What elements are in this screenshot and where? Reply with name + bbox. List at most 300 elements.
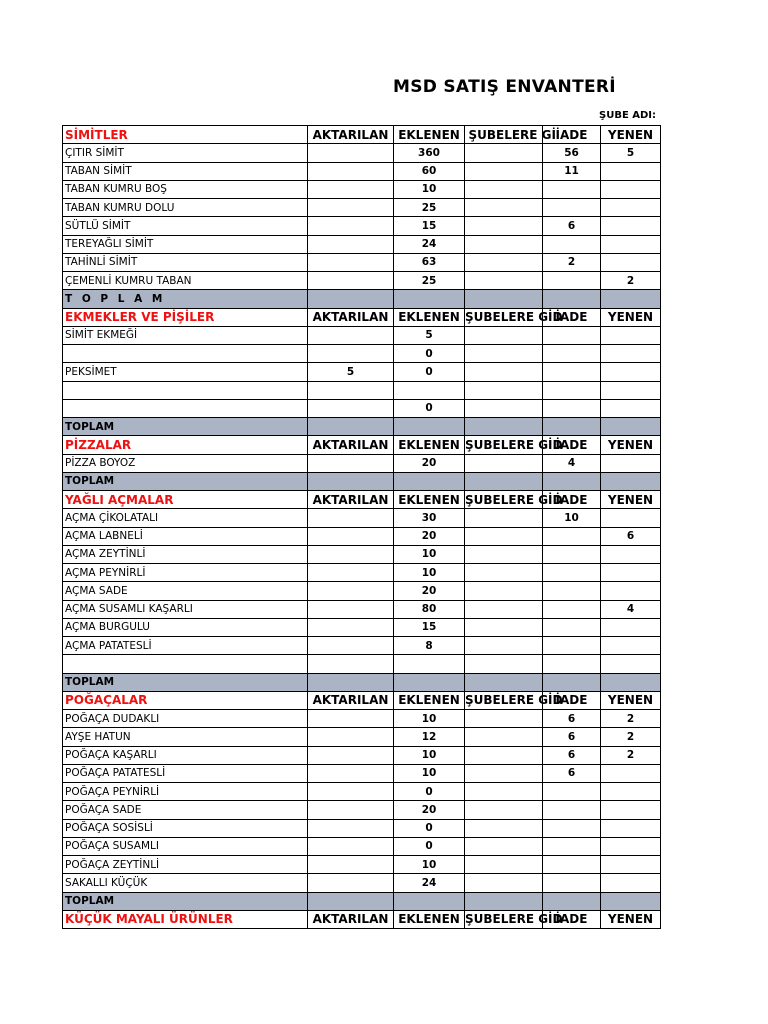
iade-cell[interactable]: [543, 272, 601, 290]
yenen-header: YENEN: [601, 910, 661, 928]
iade-cell[interactable]: [543, 180, 601, 198]
aktarilan-cell[interactable]: [308, 345, 394, 363]
yenen-cell[interactable]: 5: [601, 144, 661, 162]
total-cell[interactable]: [394, 892, 465, 910]
subelere-cell[interactable]: [465, 637, 543, 655]
iade-cell[interactable]: 6: [543, 217, 601, 235]
item-name-cell[interactable]: ÇEMENLİ KUMRU TABAN: [63, 272, 308, 290]
iade-cell[interactable]: 6: [543, 764, 601, 782]
iade-cell[interactable]: [543, 381, 601, 399]
table-row: [63, 874, 661, 892]
subelere-cell[interactable]: [465, 399, 543, 417]
eklenen-header: EKLENEN: [394, 910, 465, 928]
subelere-gidis-header: [465, 436, 563, 454]
total-label: T O P L A M: [63, 290, 308, 308]
total-row: [63, 892, 661, 910]
item-name-cell[interactable]: POĞAÇA SADE: [63, 801, 308, 819]
table-row: [63, 162, 661, 180]
yenen-cell[interactable]: [601, 764, 661, 782]
table-row: [63, 454, 661, 472]
yenen-cell[interactable]: 4: [601, 600, 661, 618]
eklenen-cell[interactable]: 10: [394, 545, 465, 563]
item-name-cell[interactable]: AÇMA LABNELİ: [63, 527, 308, 545]
eklenen-header: EKLENEN: [394, 308, 465, 326]
yenen-cell[interactable]: [601, 326, 661, 344]
table-row: [63, 655, 661, 673]
item-name-cell[interactable]: POĞAÇA DUDAKLI: [63, 710, 308, 728]
eklenen-cell[interactable]: 20: [394, 527, 465, 545]
aktarilan-cell[interactable]: [308, 874, 394, 892]
section-header-row: [63, 126, 661, 144]
aktarilan-cell[interactable]: [308, 253, 394, 271]
subelere-cell[interactable]: [465, 527, 543, 545]
subelere-cell[interactable]: [465, 728, 543, 746]
aktarilan-cell[interactable]: [308, 618, 394, 636]
subelere-gidis-header: [465, 691, 563, 709]
table-row: [63, 326, 661, 344]
total-cell[interactable]: [543, 472, 601, 490]
yenen-cell[interactable]: [601, 637, 661, 655]
iade-cell[interactable]: [543, 618, 601, 636]
table-row: [63, 856, 661, 874]
eklenen-header: EKLENEN: [394, 491, 465, 509]
aktarilan-cell[interactable]: [308, 527, 394, 545]
subelere-cell[interactable]: [465, 326, 543, 344]
yenen-cell[interactable]: 2: [601, 746, 661, 764]
yenen-cell[interactable]: [601, 253, 661, 271]
aktarilan-cell[interactable]: [308, 564, 394, 582]
total-cell[interactable]: [308, 290, 394, 308]
total-cell[interactable]: [308, 673, 394, 691]
iade-cell[interactable]: [543, 582, 601, 600]
yenen-header: YENEN: [601, 691, 661, 709]
aktarilan-cell[interactable]: [308, 837, 394, 855]
yenen-cell[interactable]: [601, 162, 661, 180]
item-name-cell[interactable]: TEREYAĞLI SİMİT: [63, 235, 308, 253]
aktarilan-cell[interactable]: [308, 637, 394, 655]
iade-cell[interactable]: [543, 655, 601, 673]
item-name-cell[interactable]: PEKSİMET: [63, 363, 308, 381]
iade-cell[interactable]: [543, 399, 601, 417]
total-cell[interactable]: [394, 290, 465, 308]
aktarilan-cell[interactable]: [308, 272, 394, 290]
eklenen-cell[interactable]: 15: [394, 618, 465, 636]
category-title: SİMİTLER: [63, 126, 308, 144]
total-cell[interactable]: [465, 892, 543, 910]
aktarilan-cell[interactable]: [308, 545, 394, 563]
subelere-cell[interactable]: [465, 162, 543, 180]
eklenen-cell[interactable]: 8: [394, 637, 465, 655]
table-row: [63, 545, 661, 563]
total-cell[interactable]: [465, 418, 543, 436]
aktarilan-cell[interactable]: [308, 710, 394, 728]
eklenen-cell[interactable]: 80: [394, 600, 465, 618]
subelere-cell[interactable]: [465, 874, 543, 892]
aktarilan-cell[interactable]: [308, 801, 394, 819]
subelere-cell[interactable]: [465, 764, 543, 782]
table-row: [63, 618, 661, 636]
yenen-header: YENEN: [601, 436, 661, 454]
yenen-cell[interactable]: [601, 801, 661, 819]
total-row: [63, 472, 661, 490]
iade-header: İADE: [543, 308, 601, 326]
iade-cell[interactable]: [543, 363, 601, 381]
iade-cell[interactable]: [543, 819, 601, 837]
item-name-cell[interactable]: AÇMA ÇİKOLATALI: [63, 509, 308, 527]
table-row: [63, 345, 661, 363]
eklenen-cell[interactable]: 24: [394, 235, 465, 253]
yenen-cell[interactable]: [601, 454, 661, 472]
item-name-cell[interactable]: TABAN SİMİT: [63, 162, 308, 180]
eklenen-cell[interactable]: 25: [394, 272, 465, 290]
aktarilan-cell[interactable]: [308, 454, 394, 472]
yenen-cell[interactable]: [601, 582, 661, 600]
iade-cell[interactable]: [543, 235, 601, 253]
iade-cell[interactable]: [543, 874, 601, 892]
subelere-cell[interactable]: [465, 582, 543, 600]
subelere-cell[interactable]: [465, 199, 543, 217]
eklenen-header: EKLENEN: [394, 691, 465, 709]
subelere-gidis-header-text: ŞUBELERE GİD: [465, 912, 563, 927]
eklenen-cell[interactable]: 10: [394, 564, 465, 582]
subelere-gidis-header: [465, 308, 563, 326]
total-cell[interactable]: [601, 290, 661, 308]
table-row: [63, 710, 661, 728]
item-name-cell[interactable]: AYŞE HATUN: [63, 728, 308, 746]
table-row: [63, 235, 661, 253]
iade-header: İADE: [543, 491, 601, 509]
total-cell[interactable]: [308, 418, 394, 436]
section-header-row: [63, 491, 661, 509]
total-cell[interactable]: [308, 472, 394, 490]
iade-cell[interactable]: [543, 856, 601, 874]
subelere-gidis-header-text: ŞUBELERE GİD: [465, 693, 563, 708]
inventory-table: [62, 125, 661, 929]
section-header-row: [63, 910, 661, 928]
section-header-row: [63, 691, 661, 709]
aktarilan-header: AKTARILAN: [308, 126, 394, 144]
aktarilan-cell[interactable]: [308, 144, 394, 162]
yenen-cell[interactable]: [601, 381, 661, 399]
iade-cell[interactable]: 4: [543, 454, 601, 472]
yenen-cell[interactable]: [601, 783, 661, 801]
eklenen-cell[interactable]: 30: [394, 509, 465, 527]
item-name-cell[interactable]: AÇMA PATATESLİ: [63, 637, 308, 655]
aktarilan-cell[interactable]: [308, 746, 394, 764]
iade-cell[interactable]: [543, 345, 601, 363]
yenen-cell[interactable]: 6: [601, 527, 661, 545]
eklenen-cell[interactable]: 5: [394, 326, 465, 344]
aktarilan-cell[interactable]: [308, 856, 394, 874]
eklenen-cell[interactable]: 10: [394, 856, 465, 874]
yenen-header: YENEN: [601, 126, 661, 144]
iade-cell[interactable]: 11: [543, 162, 601, 180]
item-name-cell[interactable]: POĞAÇA SOSİSLİ: [63, 819, 308, 837]
item-name-cell[interactable]: TAHİNLİ SİMİT: [63, 253, 308, 271]
subelere-cell[interactable]: [465, 801, 543, 819]
subelere-cell[interactable]: [465, 381, 543, 399]
subelere-cell[interactable]: [465, 363, 543, 381]
item-name-cell[interactable]: SÜTLÜ SİMİT: [63, 217, 308, 235]
item-name-cell[interactable]: POĞAÇA ZEYTİNLİ: [63, 856, 308, 874]
aktarilan-cell[interactable]: [308, 162, 394, 180]
subelere-cell[interactable]: [465, 217, 543, 235]
table-row: [63, 199, 661, 217]
subelere-cell[interactable]: [465, 600, 543, 618]
aktarilan-cell[interactable]: [308, 509, 394, 527]
subelere-gidis-header-text: ŞUBELERE GİD: [465, 310, 563, 325]
table-row: [63, 837, 661, 855]
eklenen-cell[interactable]: 0: [394, 819, 465, 837]
aktarilan-cell[interactable]: [308, 381, 394, 399]
total-cell[interactable]: [394, 472, 465, 490]
yenen-cell[interactable]: [601, 545, 661, 563]
total-cell[interactable]: [465, 673, 543, 691]
eklenen-cell[interactable]: 10: [394, 764, 465, 782]
subelere-gidis-header: [465, 491, 563, 509]
subelere-cell[interactable]: [465, 272, 543, 290]
iade-cell[interactable]: [543, 527, 601, 545]
yenen-cell[interactable]: [601, 819, 661, 837]
eklenen-cell[interactable]: 20: [394, 454, 465, 472]
eklenen-cell[interactable]: 63: [394, 253, 465, 271]
iade-cell[interactable]: 10: [543, 509, 601, 527]
total-cell[interactable]: [601, 673, 661, 691]
aktarilan-cell[interactable]: [308, 180, 394, 198]
eklenen-cell[interactable]: 24: [394, 874, 465, 892]
item-name-cell[interactable]: POĞAÇA PEYNİRLİ: [63, 783, 308, 801]
table-row: [63, 819, 661, 837]
item-name-cell[interactable]: ÇITIR SİMİT: [63, 144, 308, 162]
yenen-cell[interactable]: [601, 837, 661, 855]
subelere-cell[interactable]: [465, 235, 543, 253]
eklenen-cell[interactable]: [394, 381, 465, 399]
total-cell[interactable]: [543, 290, 601, 308]
category-title: POĞAÇALAR: [63, 691, 308, 709]
subelere-cell[interactable]: [465, 253, 543, 271]
eklenen-cell[interactable]: 10: [394, 180, 465, 198]
item-name-cell[interactable]: [63, 399, 308, 417]
eklenen-cell[interactable]: 25: [394, 199, 465, 217]
total-cell[interactable]: [394, 418, 465, 436]
subelere-cell[interactable]: [465, 710, 543, 728]
yenen-cell[interactable]: [601, 874, 661, 892]
total-cell[interactable]: [543, 673, 601, 691]
table-row: [63, 180, 661, 198]
item-name-cell[interactable]: TABAN KUMRU DOLU: [63, 199, 308, 217]
subelere-cell[interactable]: [465, 144, 543, 162]
yenen-cell[interactable]: 2: [601, 728, 661, 746]
subelere-cell[interactable]: [465, 180, 543, 198]
table-row: [63, 144, 661, 162]
total-cell[interactable]: [601, 418, 661, 436]
subelere-cell[interactable]: [465, 746, 543, 764]
yenen-cell[interactable]: [601, 199, 661, 217]
subelere-gidis-header: [465, 910, 563, 928]
eklenen-cell[interactable]: 20: [394, 582, 465, 600]
yenen-cell[interactable]: [601, 856, 661, 874]
yenen-cell[interactable]: [601, 564, 661, 582]
total-cell[interactable]: [394, 673, 465, 691]
total-label: TOPLAM: [63, 892, 308, 910]
total-label: TOPLAM: [63, 472, 308, 490]
iade-cell[interactable]: [543, 600, 601, 618]
item-name-cell[interactable]: SİMİT EKMEĞİ: [63, 326, 308, 344]
category-title: EKMEKLER VE PİŞİLER: [63, 308, 308, 326]
item-name-cell[interactable]: POĞAÇA PATATESLİ: [63, 764, 308, 782]
aktarilan-cell[interactable]: [308, 783, 394, 801]
total-cell[interactable]: [543, 418, 601, 436]
subelere-cell[interactable]: [465, 545, 543, 563]
aktarilan-header: AKTARILAN: [308, 436, 394, 454]
yenen-cell[interactable]: [601, 655, 661, 673]
yenen-cell[interactable]: 2: [601, 272, 661, 290]
aktarilan-header: AKTARILAN: [308, 308, 394, 326]
aktarilan-cell[interactable]: [308, 655, 394, 673]
aktarilan-cell[interactable]: [308, 326, 394, 344]
iade-cell[interactable]: 6: [543, 746, 601, 764]
total-row: [63, 418, 661, 436]
table-row: [63, 600, 661, 618]
total-cell[interactable]: [601, 472, 661, 490]
eklenen-cell[interactable]: [394, 655, 465, 673]
eklenen-header: EKLENEN: [394, 126, 465, 144]
table-row: [63, 381, 661, 399]
aktarilan-cell[interactable]: [308, 728, 394, 746]
eklenen-cell[interactable]: 60: [394, 162, 465, 180]
category-title: YAĞLI AÇMALAR: [63, 491, 308, 509]
eklenen-cell[interactable]: 20: [394, 801, 465, 819]
subelere-cell[interactable]: [465, 837, 543, 855]
eklenen-cell[interactable]: 0: [394, 783, 465, 801]
iade-cell[interactable]: 6: [543, 710, 601, 728]
iade-header: İADE: [543, 436, 601, 454]
eklenen-cell[interactable]: 12: [394, 728, 465, 746]
total-cell[interactable]: [465, 472, 543, 490]
table-row: [63, 801, 661, 819]
aktarilan-cell[interactable]: [308, 235, 394, 253]
yenen-cell[interactable]: [601, 509, 661, 527]
aktarilan-cell[interactable]: [308, 217, 394, 235]
item-name-cell[interactable]: AÇMA BURGULU: [63, 618, 308, 636]
yenen-header: YENEN: [601, 308, 661, 326]
iade-cell[interactable]: 2: [543, 253, 601, 271]
total-cell[interactable]: [543, 892, 601, 910]
item-name-cell[interactable]: PİZZA BOYOZ: [63, 454, 308, 472]
subelere-cell[interactable]: [465, 783, 543, 801]
item-name-cell[interactable]: [63, 655, 308, 673]
yenen-cell[interactable]: [601, 180, 661, 198]
aktarilan-cell[interactable]: [308, 399, 394, 417]
yenen-cell[interactable]: [601, 235, 661, 253]
table-row: [63, 363, 661, 381]
iade-cell[interactable]: [543, 801, 601, 819]
eklenen-cell[interactable]: 10: [394, 746, 465, 764]
item-name-cell[interactable]: AÇMA ZEYTİNLİ: [63, 545, 308, 563]
yenen-cell[interactable]: 2: [601, 710, 661, 728]
item-name-cell[interactable]: AÇMA PEYNİRLİ: [63, 564, 308, 582]
yenen-cell[interactable]: [601, 399, 661, 417]
aktarilan-cell[interactable]: [308, 764, 394, 782]
item-name-cell[interactable]: POĞAÇA SUSAMLI: [63, 837, 308, 855]
yenen-cell[interactable]: [601, 345, 661, 363]
table-row: [63, 746, 661, 764]
eklenen-cell[interactable]: 0: [394, 837, 465, 855]
eklenen-cell[interactable]: 0: [394, 363, 465, 381]
iade-cell[interactable]: [543, 637, 601, 655]
item-name-cell[interactable]: AÇMA SUSAMLI KAŞARLI: [63, 600, 308, 618]
item-name-cell[interactable]: POĞAÇA KAŞARLI: [63, 746, 308, 764]
item-name-cell[interactable]: TABAN KUMRU BOŞ: [63, 180, 308, 198]
yenen-cell[interactable]: [601, 618, 661, 636]
total-cell[interactable]: [601, 892, 661, 910]
total-cell[interactable]: [465, 290, 543, 308]
aktarilan-header: AKTARILAN: [308, 691, 394, 709]
category-title: PİZZALAR: [63, 436, 308, 454]
iade-header: İADE: [543, 691, 601, 709]
total-row: [63, 673, 661, 691]
table-row: [63, 527, 661, 545]
subelere-cell[interactable]: [465, 856, 543, 874]
subelere-cell[interactable]: [465, 454, 543, 472]
category-title: KÜÇÜK MAYALI ÜRÜNLER: [63, 910, 308, 928]
eklenen-cell[interactable]: 0: [394, 399, 465, 417]
aktarilan-cell[interactable]: [308, 600, 394, 618]
aktarilan-cell[interactable]: [308, 199, 394, 217]
subelere-cell[interactable]: [465, 345, 543, 363]
item-name-cell[interactable]: [63, 381, 308, 399]
iade-cell[interactable]: 6: [543, 728, 601, 746]
eklenen-cell[interactable]: 15: [394, 217, 465, 235]
total-label: TOPLAM: [63, 673, 308, 691]
iade-cell[interactable]: [543, 199, 601, 217]
total-row: [63, 290, 661, 308]
eklenen-cell[interactable]: 10: [394, 710, 465, 728]
yenen-cell[interactable]: [601, 363, 661, 381]
subelere-cell[interactable]: [465, 819, 543, 837]
subelere-cell[interactable]: [465, 618, 543, 636]
aktarilan-cell[interactable]: [308, 819, 394, 837]
aktarilan-cell[interactable]: [308, 582, 394, 600]
page-title: MSD SATIŞ ENVANTERİ: [393, 77, 616, 97]
table-row: [63, 217, 661, 235]
iade-cell[interactable]: [543, 783, 601, 801]
subelere-cell[interactable]: [465, 564, 543, 582]
aktarilan-header: AKTARILAN: [308, 910, 394, 928]
eklenen-header: EKLENEN: [394, 436, 465, 454]
aktarilan-cell[interactable]: 5: [308, 363, 394, 381]
item-name-cell[interactable]: [63, 345, 308, 363]
table-row: [63, 564, 661, 582]
total-cell[interactable]: [308, 892, 394, 910]
iade-cell[interactable]: [543, 545, 601, 563]
yenen-header: YENEN: [601, 491, 661, 509]
eklenen-cell[interactable]: 0: [394, 345, 465, 363]
yenen-cell[interactable]: [601, 217, 661, 235]
iade-cell[interactable]: [543, 837, 601, 855]
branch-name-label: ŞUBE ADI:: [599, 110, 657, 121]
iade-cell[interactable]: 56: [543, 144, 601, 162]
item-name-cell[interactable]: AÇMA SADE: [63, 582, 308, 600]
iade-cell[interactable]: [543, 564, 601, 582]
subelere-cell[interactable]: [465, 655, 543, 673]
table-row: [63, 783, 661, 801]
iade-cell[interactable]: [543, 326, 601, 344]
item-name-cell[interactable]: SAKALLI KÜÇÜK: [63, 874, 308, 892]
table-row: [63, 764, 661, 782]
subelere-cell[interactable]: [465, 509, 543, 527]
eklenen-cell[interactable]: 360: [394, 144, 465, 162]
